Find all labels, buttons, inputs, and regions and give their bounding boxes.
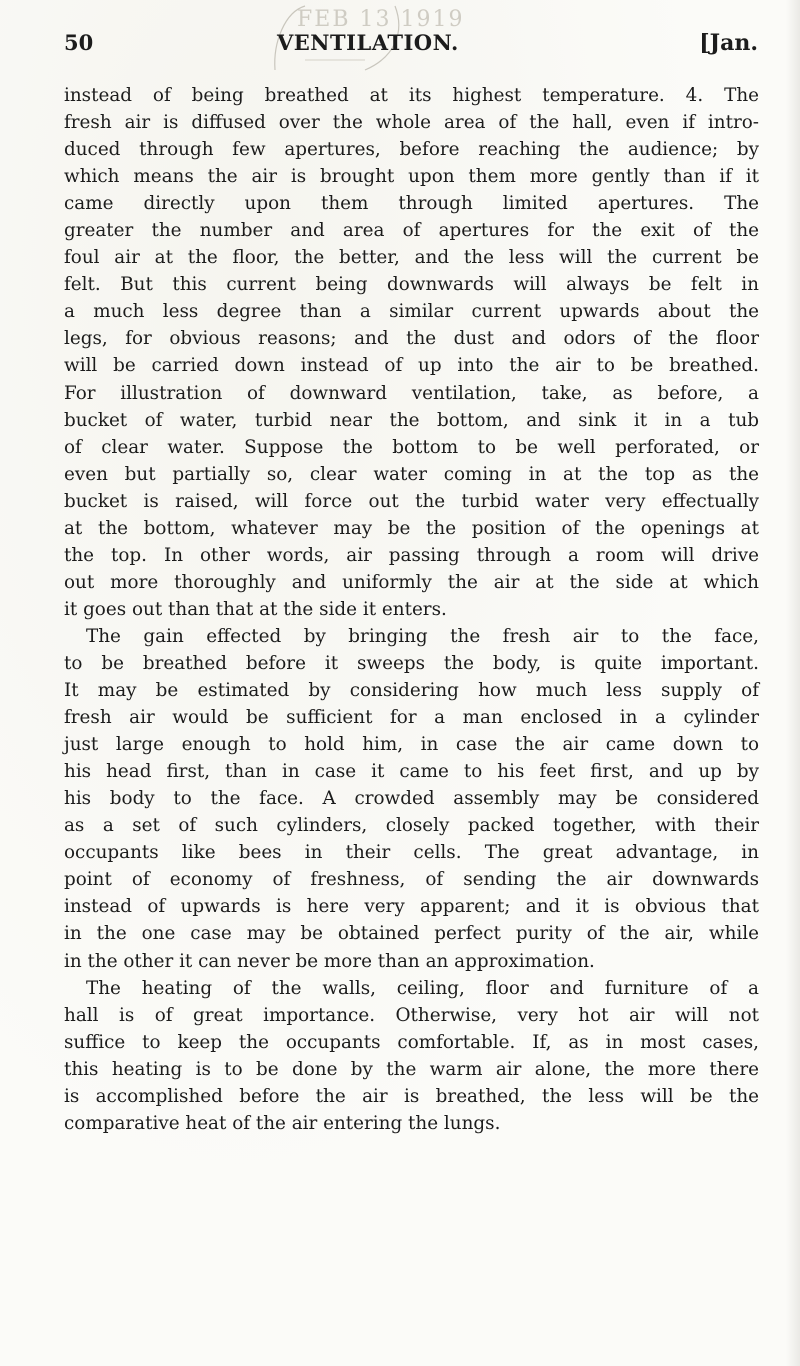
text-line: hall is of great importance. Otherwise, very hot air will not	[64, 1004, 759, 1026]
text-line: occupants like bees in their cells. The great advantage, in	[64, 842, 759, 864]
text-line: will be carried down instead of up into the air to be breathed.	[64, 355, 759, 377]
text-line: in the one case may be obtained perfect purity of the air, while	[64, 923, 759, 945]
text-line: at the bottom, whatever may be the position of the openings at	[64, 517, 759, 539]
text-line: this heating is to be done by the warm air alone, the more there	[64, 1058, 759, 1080]
text-line: duced through few apertures, before reaching the audience; by	[64, 139, 759, 161]
text-line: as a set of such cylinders, closely packed together, with their	[64, 815, 759, 837]
section-tag: [Jan.	[699, 30, 758, 56]
text-line: The gain effected by bringing the fresh air to the face,	[86, 625, 759, 647]
page-header	[64, 30, 758, 62]
text-line: suffice to keep the occupants comfortable. If, as in most cases,	[64, 1031, 759, 1053]
text-line: point of economy of freshness, of sending the air downwards	[64, 869, 759, 891]
page-number: 50	[64, 30, 94, 55]
body-text	[64, 82, 759, 1137]
text-line: felt. But this current being downwards will always be felt in	[64, 274, 759, 296]
text-line: It may be estimated by considering how much less supply of	[64, 680, 759, 702]
text-line: is accomplished before the air is breathed, the less will be the	[64, 1085, 759, 1107]
text-line: instead of being breathed at its highest temperature. 4. The	[64, 85, 759, 106]
text-line: his head first, than in case it came to his feet first, and up by	[64, 761, 759, 783]
text-line: greater the number and area of apertures for the exit of the	[64, 220, 759, 242]
page-edge-shadow	[786, 0, 800, 1366]
text-line: the top. In other words, air passing through a room will drive	[64, 544, 759, 566]
text-line: out more thoroughly and uniformly the air at the side at which	[64, 571, 759, 593]
running-head: VENTILATION.	[277, 30, 459, 55]
text-line: to be breathed before it sweeps the body, is quite important.	[64, 652, 759, 674]
svg-text:FEB 13 1919: FEB 13 1919	[297, 7, 465, 32]
text-line: bucket is raised, will force out the turbid water very effectually	[64, 490, 759, 512]
text-line: comparative heat of the air entering the lungs.	[64, 1112, 501, 1134]
text-line: in the other it can never be more than an approximation.	[64, 950, 595, 972]
text-line: fresh air would be sufficient for a man enclosed in a cylinder	[64, 707, 759, 729]
text-line: of clear water. Suppose the bottom to be well perforated, or	[64, 436, 759, 458]
text-line: his body to the face. A crowded assembly may be considered	[64, 788, 759, 810]
text-line: foul air at the floor, the better, and the less will the current be	[64, 247, 759, 269]
text-line: instead of upwards is here very apparent; and it is obvious that	[64, 896, 759, 918]
text-line: just large enough to hold him, in case the air came down to	[64, 734, 759, 756]
text-line: legs, for obvious reasons; and the dust and odors of the floor	[64, 328, 759, 350]
text-line: a much less degree than a similar current upwards about the	[64, 301, 759, 323]
text-line: which means the air is brought upon them more gently than if it	[64, 166, 759, 188]
text-line: even but partially so, clear water coming in at the top as the	[64, 463, 759, 485]
text-line: bucket of water, turbid near the bottom, and sink it in a tub	[64, 409, 759, 431]
text-line: For illustration of downward ventilation, take, as before, a	[64, 382, 759, 404]
text-line: it goes out than that at the side it enters.	[64, 598, 447, 620]
text-line: fresh air is diffused over the whole area of the hall, even if intro-	[64, 112, 759, 134]
text-line: came directly upon them through limited apertures. The	[64, 193, 759, 215]
text-line: The heating of the walls, ceiling, floor and furniture of a	[86, 977, 759, 999]
